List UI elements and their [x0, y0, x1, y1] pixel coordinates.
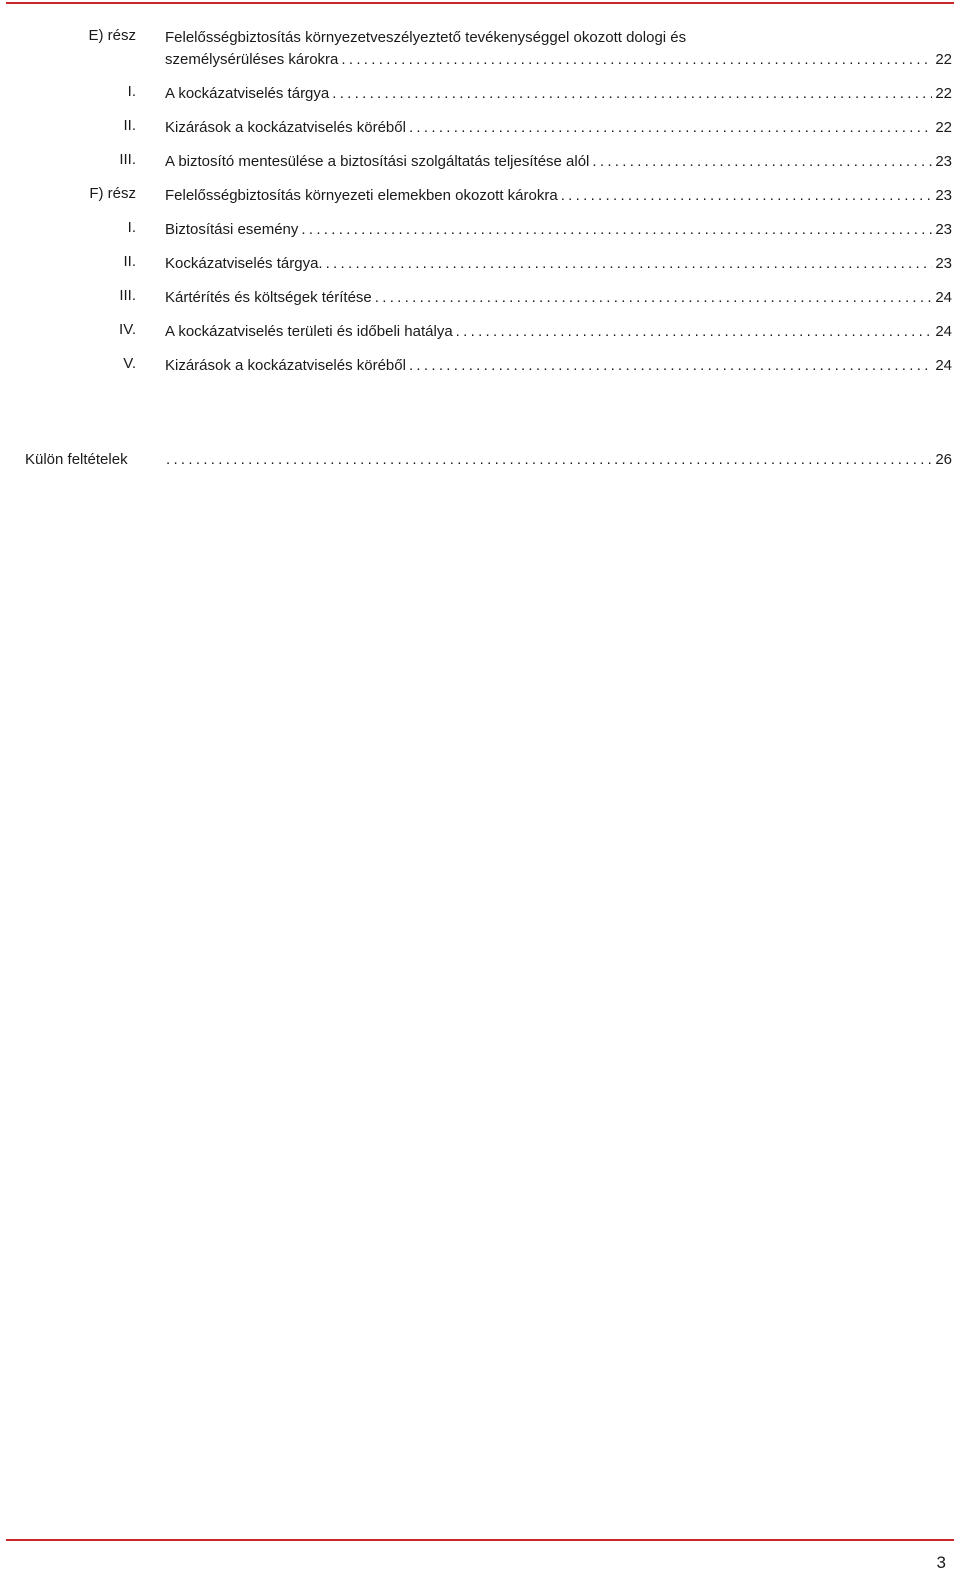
page-ref: 22 [935, 119, 952, 136]
toc-item[interactable] [0, 285, 960, 309]
item-number: III. [119, 151, 136, 168]
section-label: F) rész [89, 185, 136, 202]
toc-item[interactable] [0, 353, 960, 377]
page-ref: 22 [935, 85, 952, 102]
page-ref: 24 [935, 289, 952, 306]
section-label: E) rész [88, 27, 136, 44]
toc-item[interactable] [0, 217, 960, 241]
item-title: Kizárások a kockázatviselés köréből [165, 357, 406, 374]
dot-leader [375, 287, 933, 309]
toc-section-f[interactable] [0, 183, 960, 207]
item-title: Kizárások a kockázatviselés köréből [165, 119, 406, 136]
item-title: A kockázatviselés tárgya [165, 85, 330, 102]
separate-conditions-label: Külön feltételek [25, 451, 128, 468]
item-number: II. [123, 117, 136, 134]
item-title: Kockázatviselés tárgya. [165, 255, 323, 272]
item-number: V. [123, 355, 136, 372]
toc-item[interactable] [0, 319, 960, 343]
top-rule [6, 2, 954, 4]
table-of-contents [0, 25, 960, 387]
item-title: A biztosító mentesülése a biztosítási szolgáltatás teljesítése alól [165, 153, 590, 170]
page-ref: 23 [935, 153, 952, 170]
dot-leader [409, 355, 932, 377]
toc-item[interactable] [0, 81, 960, 105]
section-title: Felelősségbiztosítás környezeti elemekben okozott károkra [165, 187, 558, 204]
page-number: 3 [936, 1553, 946, 1572]
page-ref: 23 [935, 255, 952, 272]
item-number: I. [127, 83, 136, 100]
item-number: I. [127, 219, 136, 236]
item-number: III. [119, 287, 136, 304]
toc-item[interactable] [0, 115, 960, 139]
section-title-line2: személysérüléses károkra [165, 51, 339, 68]
page-ref: 23 [935, 221, 952, 238]
section-title-line1: Felelősségbiztosítás környezetveszélyeztető tevékenységgel okozott dologi és [165, 29, 687, 46]
dot-leader [332, 83, 932, 105]
toc-section-e[interactable] [0, 25, 960, 71]
dot-leader [301, 219, 932, 241]
page-ref: 24 [935, 357, 952, 374]
item-title: Kártérítés és költségek térítése [165, 289, 372, 306]
dot-leader [456, 321, 933, 343]
toc-item[interactable] [0, 251, 960, 275]
page-ref: 24 [935, 323, 952, 340]
page-ref: 22 [935, 51, 952, 68]
item-number: II. [123, 253, 136, 270]
page-ref: 23 [935, 187, 952, 204]
bottom-rule [6, 1539, 954, 1541]
item-title: Biztosítási esemény [165, 221, 299, 238]
page-ref: 26 [935, 451, 952, 468]
dot-leader [592, 151, 932, 173]
section-entry [165, 27, 952, 71]
item-number: IV. [119, 321, 136, 338]
toc-item[interactable] [0, 149, 960, 173]
dot-leader [561, 185, 933, 207]
dot-leader [326, 253, 933, 275]
dot-leader [166, 449, 932, 471]
item-title: A kockázatviselés területi és időbeli hatálya [165, 323, 453, 340]
dot-leader [409, 117, 932, 139]
dot-leader [341, 49, 932, 71]
